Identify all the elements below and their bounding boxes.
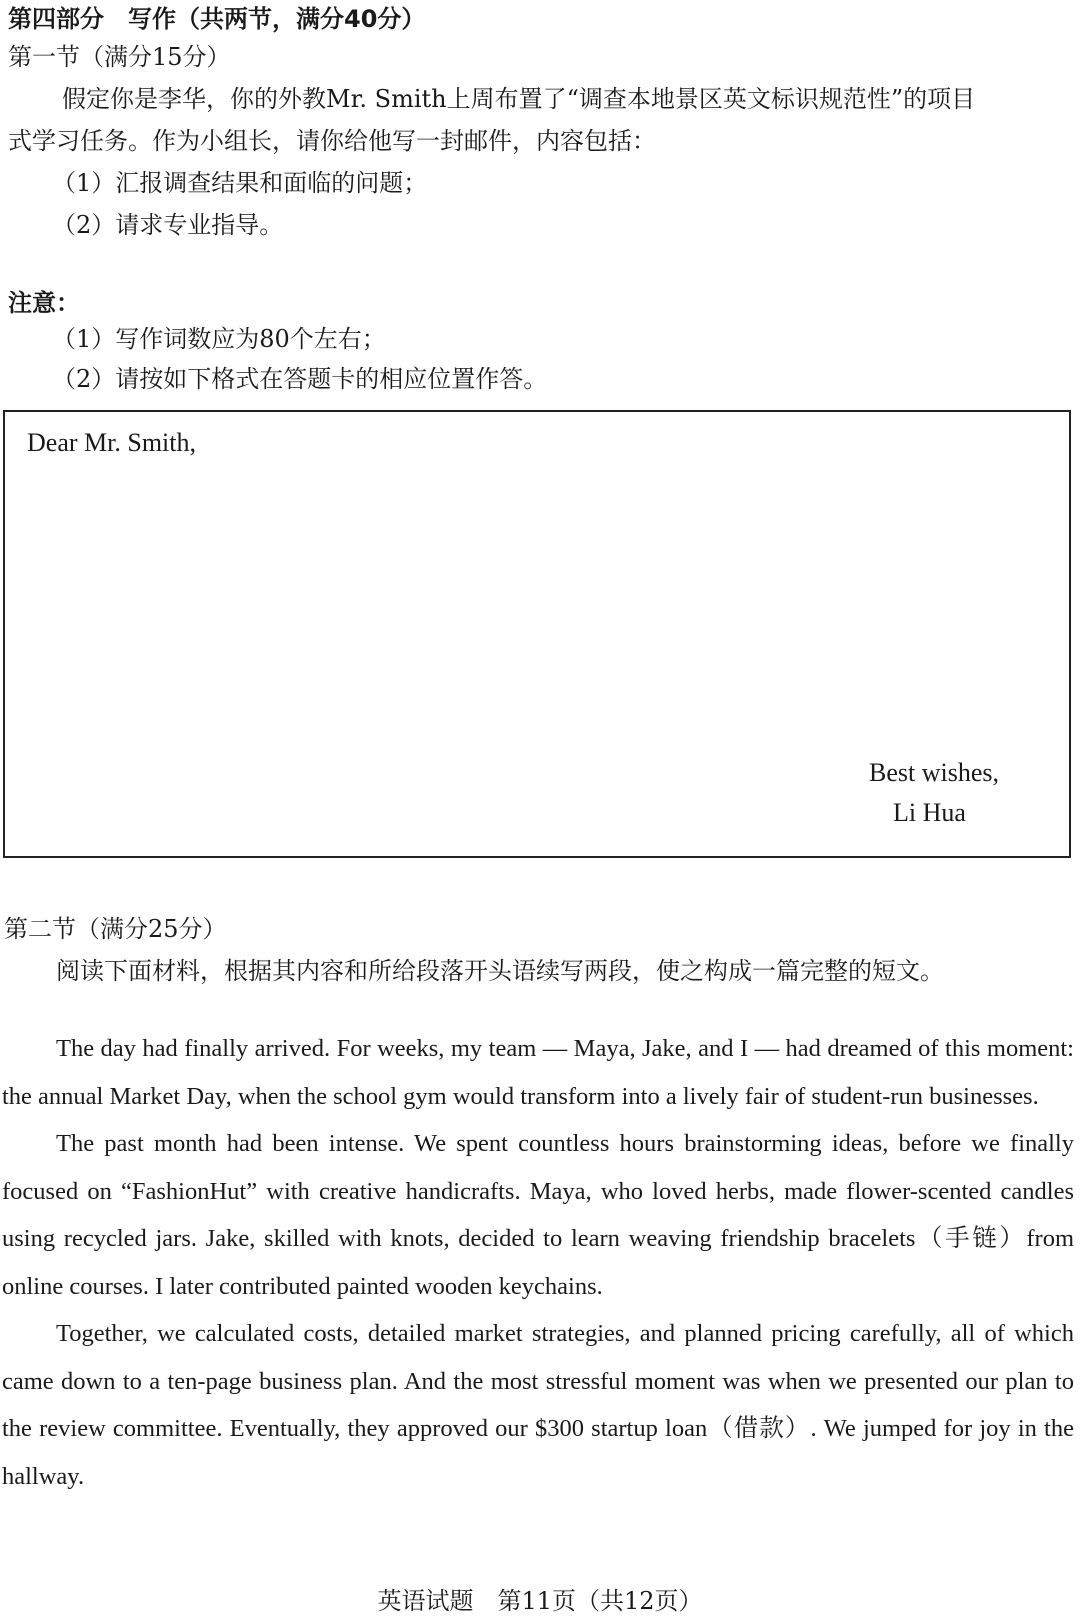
story-paragraph-3: Together, we calculated costs, detailed market strategies, and planned pricing carefully, all of which came down to a ten-page business plan. And the most stressful moment was when we presented our plan to the review committee. Eventually, they approved our $300 startup loan（借款）. We jumped for joy in the hallway.	[2, 1320, 1074, 1490]
story-paragraph-2: The past month had been intense. We spent countless hours brainstorming ideas, before we finally focused on “FashionHut” with creative handicrafts. Maya, who loved herbs, made flower-scented candles using recycled jars. Jake, skilled with knots, decided to learn weaving friendship bracelets（手链）from online courses. I later contributed painted wooden keychains.	[2, 1130, 1074, 1300]
section2-heading: 第二节（满分25分）	[4, 915, 227, 943]
page-footer: 英语试题 第11页（共12页）	[377, 1587, 703, 1615]
story-paragraph-1: The day had finally arrived. For weeks, my team — Maya, Jake, and I — had dreamed of this moment: the annual Market Day, when the school gym would transform into a lively fair of student-run businesses.	[2, 1035, 1074, 1110]
prompt-line-2: 式学习任务。作为小组长，请你给他写一封邮件，内容包括：	[8, 127, 656, 155]
task-point-2: （2）请求专业指导。	[52, 211, 284, 239]
letter-signature: Li Hua	[893, 798, 966, 827]
task-point-1: （1）汇报调查结果和面临的问题；	[52, 169, 428, 197]
section1-heading: 第一节（满分15分）	[8, 43, 231, 71]
letter-closing: Best wishes,	[869, 758, 999, 787]
note-item-2: （2）请按如下格式在答题卡的相应位置作答。	[52, 365, 548, 393]
part-heading: 第四部分 写作（共两节，满分40分）	[8, 5, 426, 33]
note-label: 注意：	[8, 289, 80, 317]
letter-answer-box	[3, 410, 1071, 858]
note-item-1: （1）写作词数应为80个左右；	[52, 325, 386, 353]
letter-salutation: Dear Mr. Smith,	[27, 428, 196, 457]
section2-instruction: 阅读下面材料，根据其内容和所给段落开头语续写两段，使之构成一篇完整的短文。	[56, 957, 944, 985]
story-text	[2, 1025, 1074, 1500]
prompt-line-1: 假定你是李华，你的外教Mr. Smith上周布置了“调查本地景区英文标识规范性”的项目	[62, 85, 976, 113]
